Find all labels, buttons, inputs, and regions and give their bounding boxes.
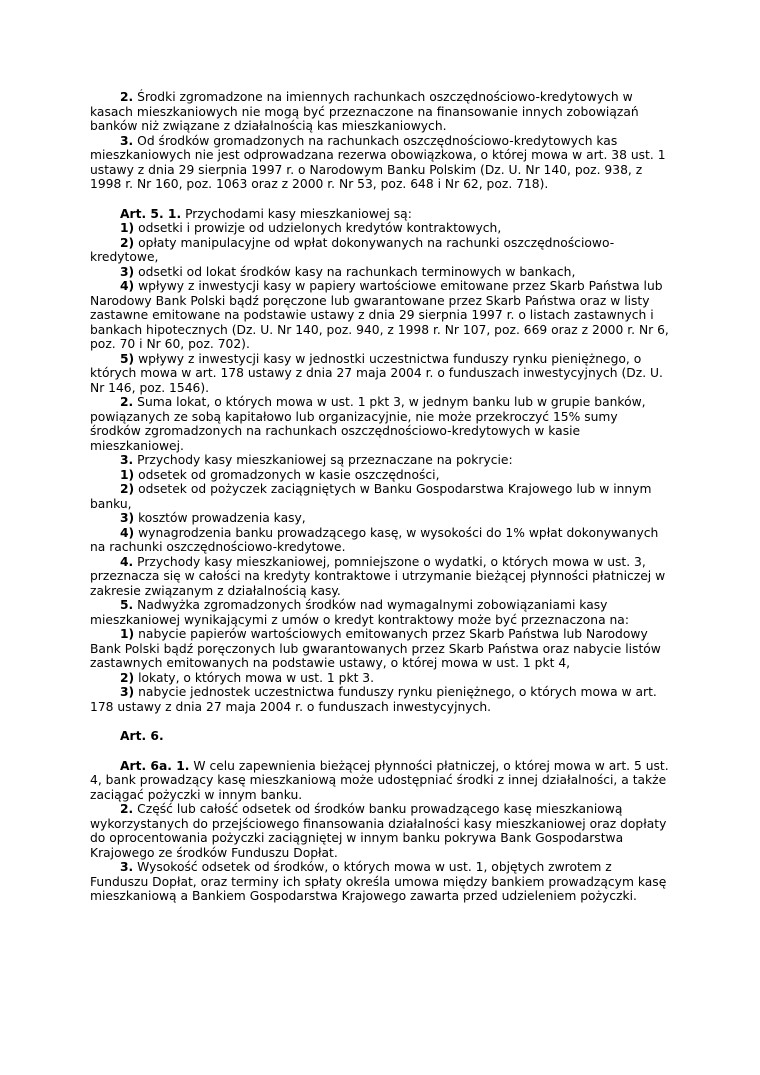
paragraph-label: 2) <box>120 482 135 496</box>
paragraph <box>90 90 670 134</box>
paragraph-text: wynagrodzenia banku prowadzącego kasę, w wysokości do 1% wpłat dokonywanych na rachunki oszczędnościowo-kredytowe. <box>90 525 659 554</box>
paragraph <box>90 453 670 468</box>
paragraph <box>90 526 670 555</box>
paragraph-label: 2) <box>120 235 135 250</box>
paragraph-text: W celu zapewnienia bieżącej płynności płatniczej, o której mowa w art. 5 ust. 4, bank prowadzący kasę mieszkaniową może udostępniać środki z innej działalności, a także zaciągać pożyczki w innym banku. <box>90 758 669 802</box>
paragraph <box>90 860 670 904</box>
document-body <box>90 90 670 904</box>
paragraph-gap <box>90 192 670 207</box>
paragraph-label: 2. <box>120 802 134 816</box>
paragraph-gap <box>90 714 670 729</box>
paragraph-text: odsetek od gromadzonych w kasie oszczędności, <box>138 467 440 482</box>
paragraph-text: odsetek od pożyczek zaciągniętych w Banku Gospodarstwa Krajowego lub w innym banku, <box>90 482 652 511</box>
paragraph <box>90 352 670 396</box>
paragraph-text: Przychody kasy mieszkaniowej są przeznaczane na pokrycie: <box>137 453 513 467</box>
paragraph-label: 3. <box>120 860 134 874</box>
paragraph-label: 2. <box>120 90 134 104</box>
paragraph-label: 3) <box>120 685 135 699</box>
paragraph <box>90 395 670 453</box>
paragraph <box>90 598 670 627</box>
paragraph-text: odsetki od lokat środków kasy na rachunkach terminowych w bankach, <box>138 264 576 279</box>
paragraph-text: Suma lokat, o których mowa w ust. 1 pkt 3, w jednym banku lub w grupie banków, powiązanych ze sobą kapitałowo lub organizacyjnie, nie może przekroczyć 15% sumy środków zgromadzonych na rachunkach oszczędnościowo-kredytowych w kasie mieszkaniowej. <box>90 395 646 453</box>
paragraph-text: Przychody kasy mieszkaniowej, pomniejszone o wydatki, o których mowa w ust. 3, przeznacza się w całości na kredyty kontraktowe i utrzymanie bieżącej płynności płatniczej w zakresie związanym z działalnością kasy. <box>90 554 666 598</box>
paragraph-text: lokaty, o których mowa w ust. 1 pkt 3. <box>138 670 375 685</box>
paragraph <box>90 134 670 192</box>
paragraph-label: 3) <box>120 511 135 525</box>
paragraph-label: 1) <box>120 221 135 235</box>
paragraph-label: Art. 6a. 1. <box>120 758 190 773</box>
paragraph-text: Część lub całość odsetek od środków banku prowadzącego kasę mieszkaniową wykorzystanych do przejściowego finansowania działalności kasy mieszkaniowej oraz dopłaty do oprocentowania pożyczki zaciągniętej w innym banku pokrywa Bank Gospodarstwa Krajowego ze środków Funduszu Dopłat. <box>90 802 667 860</box>
paragraph <box>90 729 670 744</box>
paragraph-label: Art. 6. <box>120 729 164 743</box>
paragraph <box>90 279 670 352</box>
paragraph-text: nabycie papierów wartościowych emitowanych przez Skarb Państwa lub Narodowy Bank Polski bądź poręczonych lub gwarantowanych przez Skarb Państwa oraz nabycie listów zastawnych emitowanych na podstawie ustawy, o której mowa w ust. 1 pkt 4, <box>90 627 661 670</box>
paragraph <box>90 802 670 860</box>
paragraph <box>90 482 670 511</box>
paragraph-label: 3) <box>120 264 135 279</box>
paragraph-label: 1) <box>120 467 135 482</box>
paragraph <box>90 627 670 671</box>
paragraph-label: Art. 5. 1. <box>120 206 182 221</box>
paragraph-text: Wysokość odsetek od środków, o których mowa w ust. 1, objętych zwrotem z Funduszu Dopłat, oraz terminy ich spłaty określa umowa między bankiem prowadzącym kasę mieszkaniową a Bankiem Gospodarstwa Krajowego zawarta przed udzieleniem pożyczki. <box>90 860 667 903</box>
paragraph-label: 4) <box>120 279 135 293</box>
paragraph <box>90 265 670 280</box>
paragraph-text: nabycie jednostek uczestnictwa funduszy rynku pieniężnego, o których mowa w art. 178 ustawy z dnia 27 maja 2004 r. o funduszach inwestycyjnych. <box>90 685 657 714</box>
paragraph-text: Od środków gromadzonych na rachunkach oszczędnościowo-kredytowych kas mieszkaniowych nie jest odprowadzana rezerwa obowiązkowa, o której mowa w art. 38 ust. 1 ustawy z dnia 29 sierpnia 1997 r. o Narodowym Banku Polskim (Dz. U. Nr 140, poz. 938, z 1998 r. Nr 160, poz. 1063 oraz z 2000 r. Nr 53, poz. 648 i Nr 62, poz. 718). <box>90 133 666 191</box>
paragraph-gap <box>90 744 670 759</box>
paragraph-text: Środki zgromadzone na imiennych rachunkach oszczędnościowo-kredytowych w kasach mieszkaniowych nie mogą być przeznaczone na finansowanie innych zobowiązań banków niż związane z działalnością kas mieszkaniowych. <box>90 90 639 133</box>
paragraph <box>90 511 670 526</box>
paragraph <box>90 221 670 236</box>
paragraph-label: 5. <box>120 598 134 612</box>
paragraph-label: 1) <box>120 627 135 641</box>
paragraph-label: 3. <box>120 133 134 148</box>
paragraph-label: 4. <box>120 554 134 569</box>
paragraph <box>90 468 670 483</box>
paragraph-label: 2. <box>120 395 134 409</box>
paragraph-text: Nadwyżka zgromadzonych środków nad wymagalnymi zobowiązaniami kasy mieszkaniowej wynikającymi z umów o kredyt kontraktowy może być przeznaczona na: <box>90 598 629 627</box>
paragraph-text: opłaty manipulacyjne od wpłat dokonywanych na rachunki oszczędnościowo-kredytowe, <box>90 235 615 264</box>
paragraph <box>90 759 670 803</box>
paragraph <box>90 236 670 265</box>
paragraph-label: 4) <box>120 525 135 540</box>
paragraph-text: kosztów prowadzenia kasy, <box>138 511 306 525</box>
paragraph-text: Przychodami kasy mieszkaniowej są: <box>185 206 412 221</box>
paragraph-text: odsetki i prowizje od udzielonych kredytów kontraktowych, <box>138 221 502 235</box>
paragraph-label: 3. <box>120 453 134 467</box>
paragraph <box>90 671 670 686</box>
paragraph-label: 2) <box>120 670 135 685</box>
paragraph-label: 5) <box>120 351 135 366</box>
paragraph <box>90 555 670 599</box>
paragraph <box>90 207 670 222</box>
paragraph <box>90 685 670 714</box>
paragraph-text: wpływy z inwestycji kasy w jednostki uczestnictwa funduszy rynku pieniężnego, o których mowa w art. 178 ustawy z dnia 27 maja 2004 r. o funduszach inwestycyjnych (Dz. U. Nr 146, poz. 1546). <box>90 351 663 395</box>
paragraph-text: wpływy z inwestycji kasy w papiery wartościowe emitowane przez Skarb Państwa lub Narodowy Bank Polski bądź poręczone lub gwarantowane przez Skarb Państwa oraz w listy zastawne emitowane na podstawie ustawy z dnia 29 sierpnia 1997 r. o listach zastawnych i bankach hipotecznych (Dz. U. Nr 140, poz. 940, z 1998 r. Nr 107, poz. 669 oraz z 2000 r. Nr 6, poz. 70 i Nr 60, poz. 702). <box>90 279 669 351</box>
